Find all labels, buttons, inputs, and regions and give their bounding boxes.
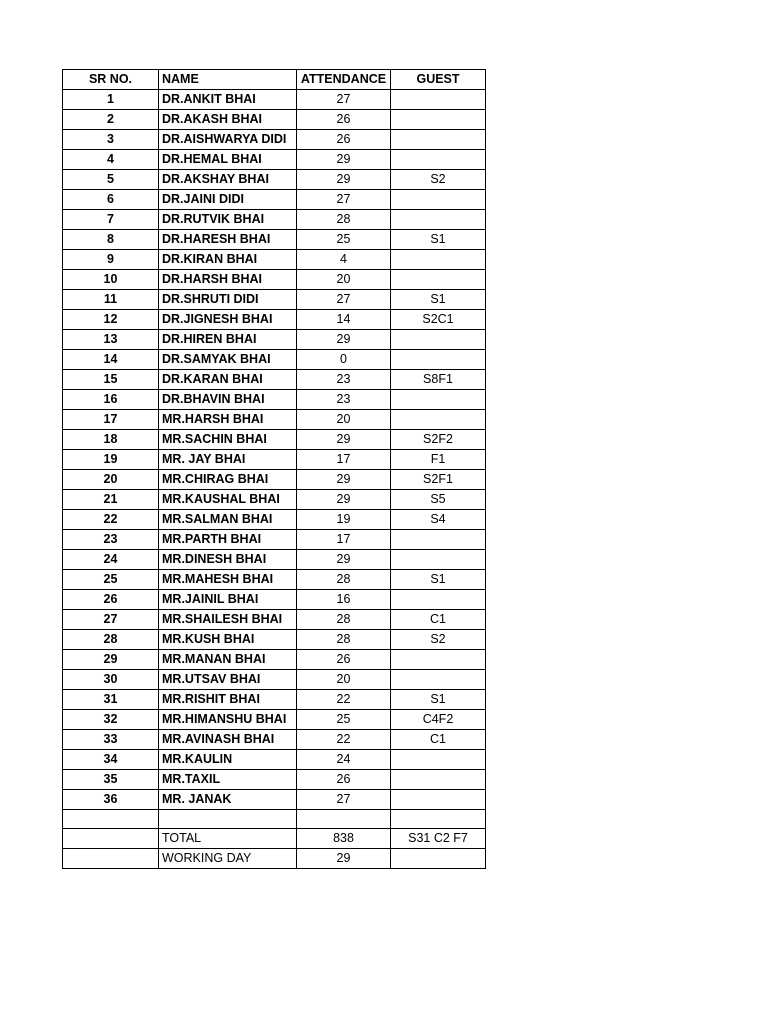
name-cell: MR.UTSAV BHAI bbox=[159, 670, 297, 690]
table-row bbox=[63, 510, 486, 530]
name-cell: MR.KAUSHAL BHAI bbox=[159, 490, 297, 510]
guest-cell bbox=[391, 210, 486, 230]
sr-no-cell: 8 bbox=[63, 230, 159, 250]
attendance-cell: 26 bbox=[297, 130, 391, 150]
guest-cell bbox=[391, 550, 486, 570]
attendance-cell: 28 bbox=[297, 570, 391, 590]
attendance-cell: 26 bbox=[297, 770, 391, 790]
name-cell: DR.ANKIT BHAI bbox=[159, 90, 297, 110]
attendance-cell: 27 bbox=[297, 90, 391, 110]
header-attendance: ATTENDANCE bbox=[297, 70, 391, 90]
attendance-cell: 0 bbox=[297, 350, 391, 370]
sr-no-cell: 17 bbox=[63, 410, 159, 430]
table-row bbox=[63, 230, 486, 250]
sr-no-cell: 11 bbox=[63, 290, 159, 310]
attendance-cell: 23 bbox=[297, 390, 391, 410]
table-row bbox=[63, 470, 486, 490]
guest-cell bbox=[391, 410, 486, 430]
blank-row bbox=[63, 810, 486, 829]
sr-no-cell: 26 bbox=[63, 590, 159, 610]
sr-no-cell: 10 bbox=[63, 270, 159, 290]
guest-cell bbox=[391, 130, 486, 150]
guest-cell bbox=[391, 590, 486, 610]
table-row bbox=[63, 670, 486, 690]
sr-no-cell: 31 bbox=[63, 690, 159, 710]
guest-cell bbox=[391, 670, 486, 690]
guest-cell bbox=[391, 530, 486, 550]
attendance-cell: 29 bbox=[297, 550, 391, 570]
sr-no-cell: 19 bbox=[63, 450, 159, 470]
name-cell: MR.SALMAN BHAI bbox=[159, 510, 297, 530]
name-cell: DR.RUTVIK BHAI bbox=[159, 210, 297, 230]
table-row bbox=[63, 710, 486, 730]
table-row bbox=[63, 650, 486, 670]
guest-cell: S1 bbox=[391, 290, 486, 310]
guest-cell: S5 bbox=[391, 490, 486, 510]
sr-no-cell: 33 bbox=[63, 730, 159, 750]
sr-no-cell: 27 bbox=[63, 610, 159, 630]
table-row bbox=[63, 350, 486, 370]
name-cell: DR.JAINI DIDI bbox=[159, 190, 297, 210]
sr-no-cell: 7 bbox=[63, 210, 159, 230]
guest-cell: S1 bbox=[391, 690, 486, 710]
sr-no-cell: 23 bbox=[63, 530, 159, 550]
name-cell: DR.HARSH BHAI bbox=[159, 270, 297, 290]
name-cell: MR.KAULIN bbox=[159, 750, 297, 770]
total-row bbox=[63, 829, 486, 849]
working-day-guest-cell bbox=[391, 849, 486, 869]
sr-no-cell: 25 bbox=[63, 570, 159, 590]
name-cell: MR.MANAN BHAI bbox=[159, 650, 297, 670]
name-cell: DR.AISHWARYA DIDI bbox=[159, 130, 297, 150]
table-summary bbox=[63, 810, 486, 869]
sr-no-cell: 36 bbox=[63, 790, 159, 810]
name-cell: MR.SACHIN BHAI bbox=[159, 430, 297, 450]
attendance-cell: 25 bbox=[297, 230, 391, 250]
table-row bbox=[63, 130, 486, 150]
sr-no-cell: 13 bbox=[63, 330, 159, 350]
header-row bbox=[63, 70, 486, 90]
attendance-cell: 24 bbox=[297, 750, 391, 770]
guest-cell bbox=[391, 350, 486, 370]
guest-cell: S4 bbox=[391, 510, 486, 530]
name-cell: DR.KIRAN BHAI bbox=[159, 250, 297, 270]
working-day-sr-cell bbox=[63, 849, 159, 869]
name-cell: DR.KARAN BHAI bbox=[159, 370, 297, 390]
total-label: TOTAL bbox=[159, 829, 297, 849]
table-row bbox=[63, 270, 486, 290]
table-row bbox=[63, 550, 486, 570]
blank-cell bbox=[63, 810, 159, 829]
attendance-cell: 20 bbox=[297, 410, 391, 430]
table-row bbox=[63, 170, 486, 190]
sr-no-cell: 15 bbox=[63, 370, 159, 390]
name-cell: MR.CHIRAG BHAI bbox=[159, 470, 297, 490]
table-row bbox=[63, 530, 486, 550]
total-sr-cell bbox=[63, 829, 159, 849]
table-row bbox=[63, 450, 486, 470]
table-row bbox=[63, 730, 486, 750]
sr-no-cell: 30 bbox=[63, 670, 159, 690]
table-row bbox=[63, 90, 486, 110]
sr-no-cell: 34 bbox=[63, 750, 159, 770]
attendance-cell: 28 bbox=[297, 210, 391, 230]
sr-no-cell: 9 bbox=[63, 250, 159, 270]
sr-no-cell: 5 bbox=[63, 170, 159, 190]
table-row bbox=[63, 490, 486, 510]
sr-no-cell: 6 bbox=[63, 190, 159, 210]
guest-cell: C1 bbox=[391, 610, 486, 630]
attendance-cell: 27 bbox=[297, 790, 391, 810]
table-row bbox=[63, 570, 486, 590]
guest-cell: S2 bbox=[391, 170, 486, 190]
attendance-cell: 26 bbox=[297, 650, 391, 670]
table-row bbox=[63, 330, 486, 350]
sr-no-cell: 1 bbox=[63, 90, 159, 110]
attendance-cell: 17 bbox=[297, 450, 391, 470]
attendance-cell: 22 bbox=[297, 690, 391, 710]
guest-cell: C1 bbox=[391, 730, 486, 750]
name-cell: DR.HARESH BHAI bbox=[159, 230, 297, 250]
sr-no-cell: 18 bbox=[63, 430, 159, 450]
sr-no-cell: 24 bbox=[63, 550, 159, 570]
table-row bbox=[63, 250, 486, 270]
name-cell: MR.HIMANSHU BHAI bbox=[159, 710, 297, 730]
guest-cell: S2C1 bbox=[391, 310, 486, 330]
sr-no-cell: 14 bbox=[63, 350, 159, 370]
guest-cell: F1 bbox=[391, 450, 486, 470]
working-day-value: 29 bbox=[297, 849, 391, 869]
table-row bbox=[63, 210, 486, 230]
attendance-cell: 4 bbox=[297, 250, 391, 270]
working-day-label: WORKING DAY bbox=[159, 849, 297, 869]
name-cell: DR.AKASH BHAI bbox=[159, 110, 297, 130]
name-cell: DR.SAMYAK BHAI bbox=[159, 350, 297, 370]
attendance-cell: 19 bbox=[297, 510, 391, 530]
header-guest: GUEST bbox=[391, 70, 486, 90]
attendance-cell: 29 bbox=[297, 330, 391, 350]
name-cell: DR.JIGNESH BHAI bbox=[159, 310, 297, 330]
sr-no-cell: 3 bbox=[63, 130, 159, 150]
sr-no-cell: 29 bbox=[63, 650, 159, 670]
name-cell: DR.AKSHAY BHAI bbox=[159, 170, 297, 190]
sr-no-cell: 32 bbox=[63, 710, 159, 730]
attendance-cell: 29 bbox=[297, 470, 391, 490]
table-row bbox=[63, 150, 486, 170]
table-body bbox=[63, 90, 486, 810]
name-cell: DR.HIREN BHAI bbox=[159, 330, 297, 350]
sr-no-cell: 12 bbox=[63, 310, 159, 330]
table-row bbox=[63, 630, 486, 650]
table-row bbox=[63, 410, 486, 430]
attendance-cell: 17 bbox=[297, 530, 391, 550]
name-cell: DR.BHAVIN BHAI bbox=[159, 390, 297, 410]
attendance-table bbox=[62, 69, 486, 869]
attendance-cell: 27 bbox=[297, 290, 391, 310]
guest-cell bbox=[391, 390, 486, 410]
table-row bbox=[63, 110, 486, 130]
guest-cell bbox=[391, 770, 486, 790]
guest-cell bbox=[391, 110, 486, 130]
attendance-cell: 28 bbox=[297, 630, 391, 650]
table-row bbox=[63, 590, 486, 610]
guest-cell bbox=[391, 250, 486, 270]
name-cell: MR.JAINIL BHAI bbox=[159, 590, 297, 610]
attendance-cell: 29 bbox=[297, 170, 391, 190]
name-cell: MR.HARSH BHAI bbox=[159, 410, 297, 430]
guest-cell bbox=[391, 750, 486, 770]
header-name: NAME bbox=[159, 70, 297, 90]
table-row bbox=[63, 430, 486, 450]
guest-cell bbox=[391, 330, 486, 350]
table-row bbox=[63, 690, 486, 710]
name-cell: MR.RISHIT BHAI bbox=[159, 690, 297, 710]
guest-cell bbox=[391, 270, 486, 290]
name-cell: DR.HEMAL BHAI bbox=[159, 150, 297, 170]
guest-cell bbox=[391, 150, 486, 170]
blank-cell bbox=[297, 810, 391, 829]
attendance-cell: 20 bbox=[297, 270, 391, 290]
guest-cell bbox=[391, 190, 486, 210]
attendance-cell: 20 bbox=[297, 670, 391, 690]
sr-no-cell: 4 bbox=[63, 150, 159, 170]
table-row bbox=[63, 190, 486, 210]
guest-cell: S2F1 bbox=[391, 470, 486, 490]
table-row bbox=[63, 610, 486, 630]
name-cell: MR.KUSH BHAI bbox=[159, 630, 297, 650]
attendance-cell: 29 bbox=[297, 150, 391, 170]
guest-cell: S8F1 bbox=[391, 370, 486, 390]
name-cell: MR.AVINASH BHAI bbox=[159, 730, 297, 750]
attendance-cell: 25 bbox=[297, 710, 391, 730]
sr-no-cell: 28 bbox=[63, 630, 159, 650]
total-attendance: 838 bbox=[297, 829, 391, 849]
header-sr-no: SR NO. bbox=[63, 70, 159, 90]
attendance-cell: 14 bbox=[297, 310, 391, 330]
guest-cell bbox=[391, 790, 486, 810]
guest-cell: S1 bbox=[391, 570, 486, 590]
attendance-cell: 28 bbox=[297, 610, 391, 630]
name-cell: DR.SHRUTI DIDI bbox=[159, 290, 297, 310]
guest-cell: S2 bbox=[391, 630, 486, 650]
attendance-cell: 16 bbox=[297, 590, 391, 610]
name-cell: MR.PARTH BHAI bbox=[159, 530, 297, 550]
table-header bbox=[63, 70, 486, 90]
blank-cell bbox=[391, 810, 486, 829]
attendance-cell: 23 bbox=[297, 370, 391, 390]
working-day-row bbox=[63, 849, 486, 869]
table-row bbox=[63, 790, 486, 810]
guest-cell: C4F2 bbox=[391, 710, 486, 730]
blank-cell bbox=[159, 810, 297, 829]
name-cell: MR.TAXIL bbox=[159, 770, 297, 790]
guest-cell: S2F2 bbox=[391, 430, 486, 450]
name-cell: MR.SHAILESH BHAI bbox=[159, 610, 297, 630]
sr-no-cell: 16 bbox=[63, 390, 159, 410]
guest-cell bbox=[391, 650, 486, 670]
sr-no-cell: 21 bbox=[63, 490, 159, 510]
name-cell: MR.DINESH BHAI bbox=[159, 550, 297, 570]
attendance-cell: 22 bbox=[297, 730, 391, 750]
table-row bbox=[63, 290, 486, 310]
total-guest: S31 C2 F7 bbox=[391, 829, 486, 849]
attendance-cell: 29 bbox=[297, 490, 391, 510]
table-row bbox=[63, 770, 486, 790]
sr-no-cell: 20 bbox=[63, 470, 159, 490]
guest-cell bbox=[391, 90, 486, 110]
attendance-cell: 26 bbox=[297, 110, 391, 130]
sr-no-cell: 22 bbox=[63, 510, 159, 530]
table-row bbox=[63, 390, 486, 410]
name-cell: MR.MAHESH BHAI bbox=[159, 570, 297, 590]
attendance-cell: 27 bbox=[297, 190, 391, 210]
table-row bbox=[63, 370, 486, 390]
table-row bbox=[63, 750, 486, 770]
sr-no-cell: 35 bbox=[63, 770, 159, 790]
table-row bbox=[63, 310, 486, 330]
attendance-cell: 29 bbox=[297, 430, 391, 450]
name-cell: MR. JAY BHAI bbox=[159, 450, 297, 470]
sr-no-cell: 2 bbox=[63, 110, 159, 130]
name-cell: MR. JANAK bbox=[159, 790, 297, 810]
guest-cell: S1 bbox=[391, 230, 486, 250]
